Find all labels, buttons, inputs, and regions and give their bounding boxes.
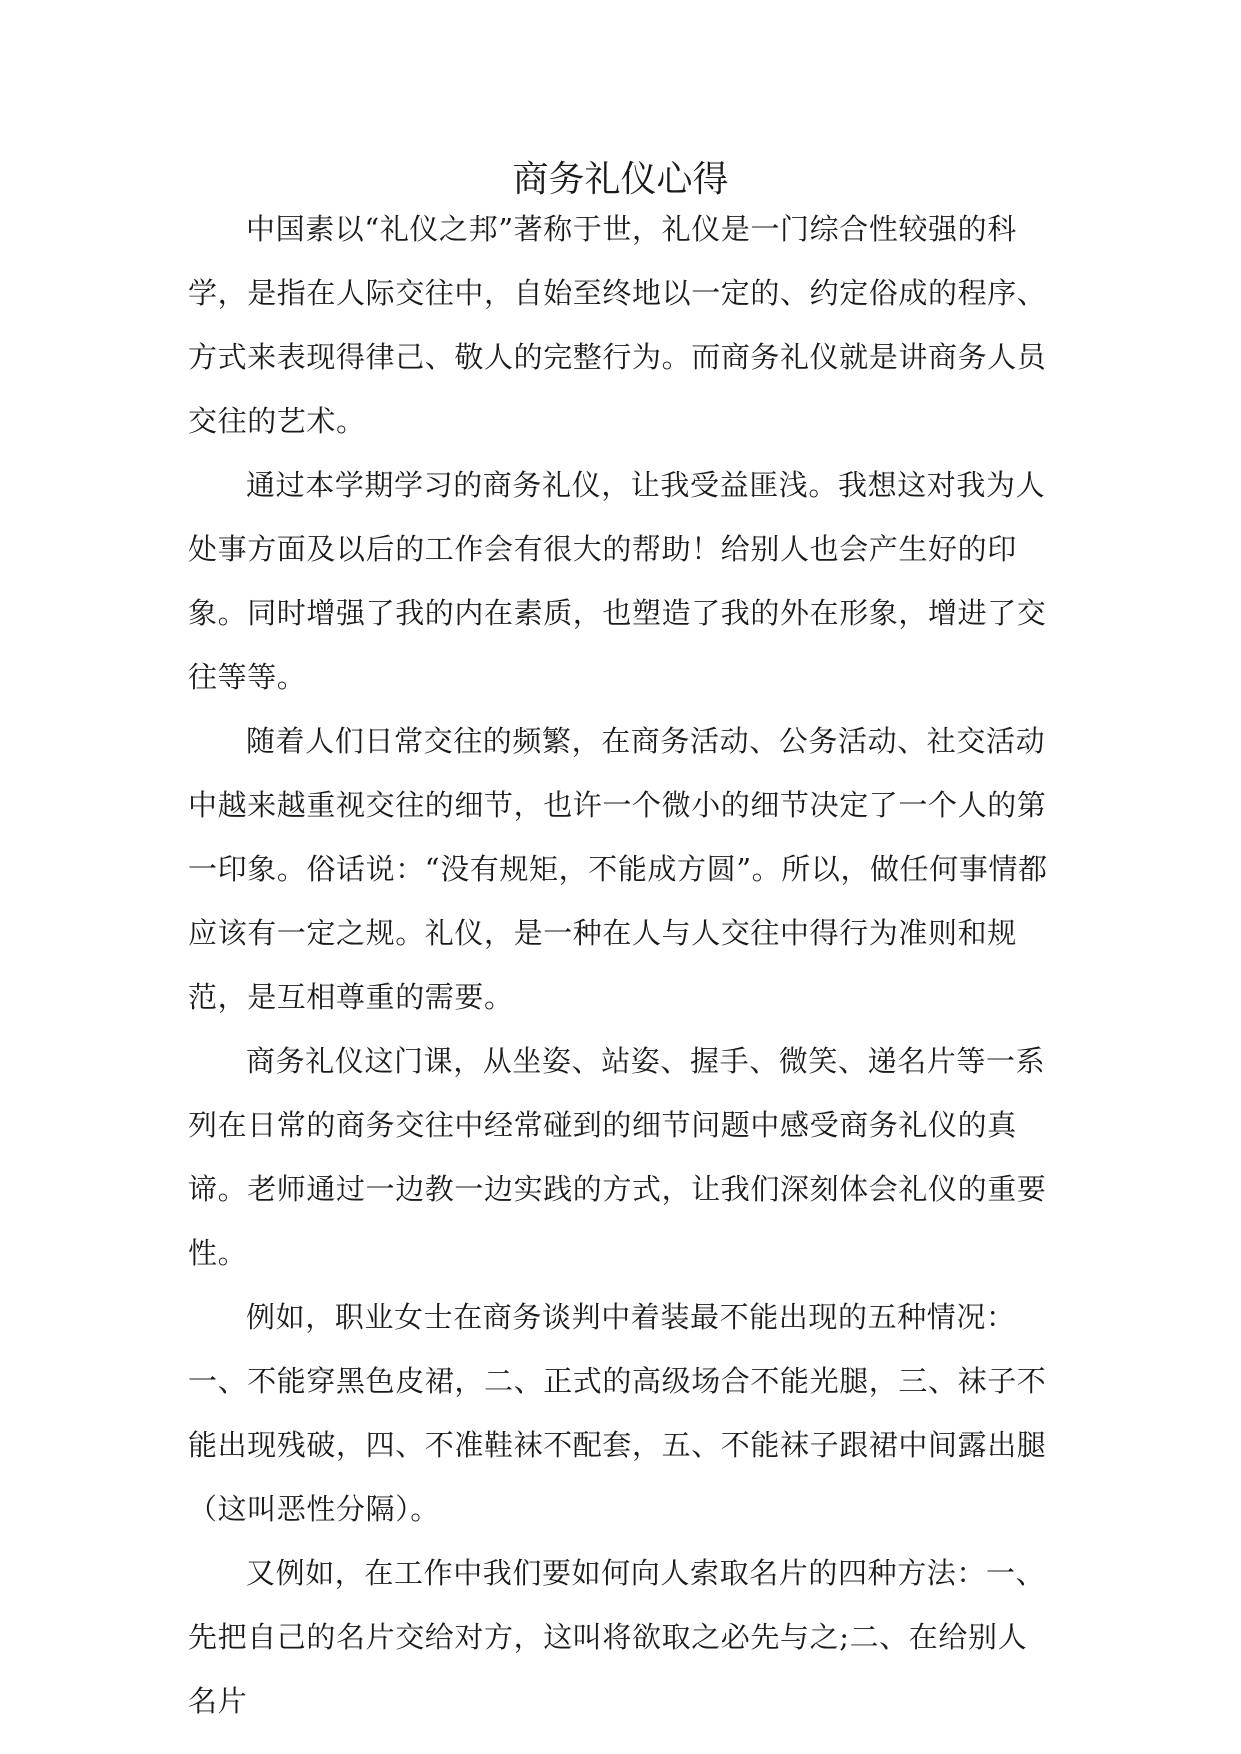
paragraph-4: 商务礼仪这门课，从坐姿、站姿、握手、微笑、递名片等一系列在日常的商务交往中经常碰到的细节问题中感受商务礼仪的真谛。老师通过一边教一边实践的方式，让我们深刻体会礼仪的重要性。: [188, 1044, 1047, 1270]
paragraph-2: 通过本学期学习的商务礼仪，让我受益匪浅。我想这对我为人处事方面及以后的工作会有很大的帮助！给别人也会产生好的印象。同时增强了我的内在素质，也塑造了我的外在形象，增进了交往等等。: [188, 468, 1047, 694]
paragraph-5: 例如，职业女士在商务谈判中着装最不能出现的五种情况：一、不能穿黑色皮裙，二、正式的高级场合不能光腿，三、袜子不能出现残破，四、不准鞋袜不配套，五、不能袜子跟裙中间露出腿（这叫恶性分隔）。: [188, 1300, 1047, 1526]
document-title: 商务礼仪心得: [512, 159, 729, 200]
paragraph-3: 随着人们日常交往的频繁，在商务活动、公务活动、社交活动中越来越重视交往的细节，也许一个微小的细节决定了一个人的第一印象。俗话说：“没有规矩，不能成方圆”。所以，做任何事情都应该有一定之规。礼仪，是一种在人与人交往中得行为准则和规范，是互相尊重的需要。: [188, 724, 1048, 1014]
document-body: [188, 197, 1056, 1733]
paragraph-1: 中国素以“礼仪之邦”著称于世，礼仪是一门综合性较强的科学，是指在人际交往中，自始至终地以一定的、约定俗成的程序、方式来表现得律己、敬人的完整行为。而商务礼仪就是讲商务人员交往的艺术。: [188, 212, 1047, 438]
paragraph-6: 又例如，在工作中我们要如何向人索取名片的四种方法：一、先把自己的名片交给对方，这叫将欲取之必先与之;二、在给别人名片: [188, 1556, 1046, 1718]
